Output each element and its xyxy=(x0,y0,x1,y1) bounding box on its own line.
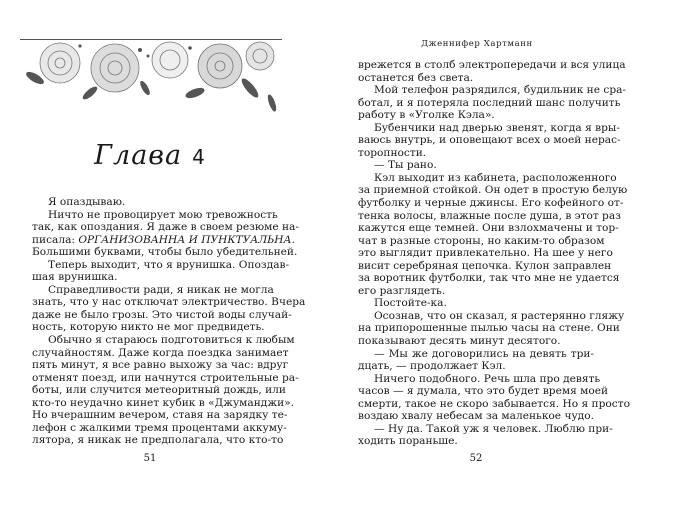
text-line: за приемной стойкой. Он одет в простую белую xyxy=(358,184,628,197)
text-line: знать, что у нас отключат электричество. Вчера xyxy=(32,296,306,309)
text-line: работу в «Уголке Кэла». xyxy=(358,109,495,122)
text-line: — Мы же договорились на девять три- xyxy=(374,347,594,360)
page-number: 52 xyxy=(469,453,483,464)
text-line: Ничего подобного. Речь шла про девять xyxy=(374,372,601,385)
text-line: это выглядит привлекательно. На шее у него xyxy=(358,247,613,260)
text-line: футболку и черные джинсы. Его кофейного от- xyxy=(358,197,624,210)
text-line: тенка волосы, влажные после душа, в этот раз xyxy=(358,209,621,222)
text-line: воздаю хвалу небесам за маленькое чудо. xyxy=(358,410,594,423)
chapter-word: Глава xyxy=(94,140,183,171)
text-line: ботал, и я потеряла последний шанс получить xyxy=(358,96,621,109)
text-line: даже не было грозы. Это чистой воды случай- xyxy=(32,308,292,321)
text-line: Обычно я стараюсь подготовиться к любым xyxy=(48,334,295,347)
text-line: так, как опоздания. Я даже в своем резюме на- xyxy=(32,221,299,234)
text-line: врежется в столб электропередачи и вся улица xyxy=(358,59,626,71)
text-line: Кэл выходит из кабинета, расположенного xyxy=(374,171,617,184)
text-line: смерти, такое не скоро забывается. Но я просто xyxy=(358,397,630,410)
text-line: Справедливости ради, я никак не могла xyxy=(48,283,274,296)
text-line: кто-то неудачно кинет кубик в «Джуманджи». xyxy=(32,396,294,409)
text-line: висит серебряная цепочка. Кулон заправлен xyxy=(358,259,612,272)
text-line: показывают десять минут десятого. xyxy=(358,335,561,348)
chapter-title xyxy=(0,140,300,171)
text-line: дцать, — продолжает Кэл. xyxy=(358,360,506,373)
text-line: на припорошенные пылью часы на стене. Они xyxy=(358,322,620,335)
text-line: кажутся еще темней. Они взлохмачены и тор- xyxy=(358,222,619,235)
page-number: 51 xyxy=(143,453,157,464)
running-header: Дженнифер Хартманн xyxy=(421,39,533,49)
italic-emphasis: ОРГАНИЗОВАННА И ПУНКТУАЛЬНА. xyxy=(78,233,295,246)
text-line: боты, или случится метеоритный дождь, или xyxy=(32,384,286,397)
text-line: Мой телефон разрядился, будильник не сра- xyxy=(374,84,626,97)
chapter-number: 4 xyxy=(192,145,206,169)
text-line: останется без света. xyxy=(358,71,474,84)
text-segment: писала: xyxy=(32,233,79,246)
text-line: ность, которую никто не мог предвидеть. xyxy=(32,321,265,334)
text-line: — Ну да. Такой уж я человек. Люблю при- xyxy=(374,422,613,435)
text-line: Постойте-ка. xyxy=(374,297,447,310)
text-line: пять минут, я все равно выхожу за час: вдруг xyxy=(32,359,289,372)
text-line: Осознав, что он сказал, я растерянно гляжу xyxy=(374,309,625,322)
text-line: Я опаздываю. xyxy=(48,196,126,208)
text-line: торопности. xyxy=(358,146,427,159)
text-line: Большими буквами, чтобы было убедительней. xyxy=(32,246,298,259)
text-line: лятора, я никак не предполагала, что кто-то xyxy=(32,434,284,447)
left-page-text xyxy=(32,196,306,447)
text-line: Теперь выходит, что я врунишка. Опоздав- xyxy=(48,258,290,271)
right-page-text xyxy=(358,59,630,448)
text-line: отменят поезд, или начнутся строительные ра- xyxy=(32,371,299,384)
text-line: Но вчерашним вечером, ставя на зарядку те- xyxy=(32,409,288,422)
text-line: часов — я думала, что это будет время моей xyxy=(358,385,609,398)
text-line: — Ты рано. xyxy=(374,159,437,172)
text-line: случайностям. Даже когда поездка занимает xyxy=(32,346,289,359)
text-line xyxy=(32,233,295,247)
text-line: чат в разные стороны, но каким-то образом xyxy=(358,234,605,247)
text-line: ваюсь внутрь, и оповещают всех о моей нерас- xyxy=(358,134,621,147)
text-line: шая врунишка. xyxy=(32,271,118,284)
text-line: за воротник футболки, так что мне не удается xyxy=(358,272,620,285)
floral-illustration xyxy=(20,38,282,118)
text-line: лефон с жалкими тремя процентами аккуму- xyxy=(32,421,287,434)
right-page xyxy=(337,0,674,505)
text-line: ходить пораньше. xyxy=(358,435,458,448)
text-line: его разглядеть. xyxy=(358,284,446,297)
text-line: Бубенчики над дверью звенят, когда я вры- xyxy=(374,121,620,134)
text-line: Ничто не провоцирует мою тревожность xyxy=(48,208,278,221)
